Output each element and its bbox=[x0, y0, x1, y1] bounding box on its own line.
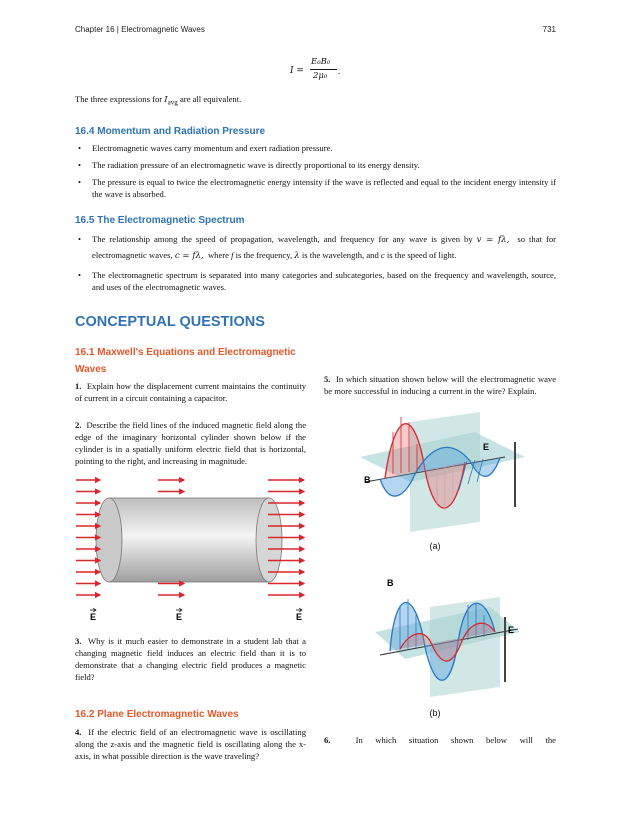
question-6-start: 6. In which situation shown below will the bbox=[324, 735, 557, 745]
list-item: • The radiation pressure of an electromagnetic wave is directly proportional to its energy density. bbox=[75, 159, 556, 171]
figure-caption-a: (a) bbox=[429, 541, 441, 551]
e-field-label: E bbox=[296, 612, 303, 622]
section-16-4-list bbox=[75, 142, 556, 205]
b-field-label: B bbox=[387, 578, 394, 588]
e-field-label: E bbox=[176, 612, 183, 622]
cylinder-field-figure bbox=[72, 470, 312, 625]
section-16-5-list bbox=[75, 232, 556, 298]
intensity-symbol: I bbox=[164, 95, 168, 105]
list-item: • The electromagnetic spectrum is separated into many categories and subcategories, based on the frequency and wavelength, source, and uses of the electromagnetic waves. bbox=[75, 269, 556, 293]
wave-figure-b bbox=[370, 577, 530, 702]
page-number: 731 bbox=[542, 25, 556, 34]
question-2: 2. Describe the field lines of the induced magnetic field along the edge of the imaginary horizontal cylinder shown below if the cylinder is in a spatially uniform electric field that is horizontal, pointing to the right, and increasing in magnitude. bbox=[75, 420, 307, 466]
conceptual-questions-title: CONCEPTUAL QUESTIONS bbox=[75, 314, 265, 330]
question-5: 5. In which situation shown below will the electromagnetic wave be more successful in inducing a current in the wire? Explain. bbox=[324, 374, 557, 396]
question-1: 1. Explain how the displacement current maintains the continuity of current in a circuit containing a capacitor. bbox=[75, 381, 306, 403]
formula-lhs: I = bbox=[290, 66, 304, 76]
question-3: 3. Why is it much easier to demonstrate in a student lab that a changing magnetic field induces an electric field than it is to demonstrate that a changing electric field produces a magnetic field? bbox=[75, 636, 306, 682]
section-16-5-title: 16.5 The Electromagnetic Spectrum bbox=[75, 215, 245, 226]
list-item: • Electromagnetic waves carry momentum and exert radiation pressure. bbox=[75, 142, 556, 154]
fraction-bar bbox=[310, 69, 337, 70]
cylinder bbox=[96, 498, 282, 582]
formula-numerator: E₀B₀ bbox=[311, 57, 331, 67]
intensity-formula bbox=[290, 58, 370, 86]
list-item: • The pressure is equal to twice the electromagnetic energy intensity if the wave is reflected and equal to the incident energy intensity if the wave is absorbed. bbox=[75, 176, 556, 200]
formula-tail: . bbox=[338, 66, 341, 76]
figure-caption-b: (b) bbox=[429, 708, 441, 718]
subsection-16-1-title: 16.1 Maxwell's Equations and Electromagnetic Waves bbox=[75, 347, 296, 375]
wave-figure-a bbox=[355, 412, 530, 537]
subsection-16-2-title: 16.2 Plane Electromagnetic Waves bbox=[75, 709, 239, 720]
b-field-label: B bbox=[364, 475, 371, 485]
formula-denominator: 2μ₀ bbox=[313, 71, 328, 81]
intro-line: The three expressions for $I_{avg}$ are all equivalent. bbox=[75, 94, 242, 107]
section-16-4-title: 16.4 Momentum and Radiation Pressure bbox=[75, 126, 266, 137]
e-field-label: E bbox=[483, 442, 490, 452]
chapter-header: Chapter 16 | Electromagnetic Waves bbox=[75, 25, 205, 34]
question-4-start: 4. If the electric field of an electromagnetic wave is oscillating along the z-axis and the magnetic field is oscillating along the x-axis, in what possible direction is the wave traveling? bbox=[75, 727, 307, 761]
e-field-label: E bbox=[90, 612, 97, 622]
e-field-label: E bbox=[508, 625, 515, 635]
list-item: • The relationship among the speed of propagation, wavelength, and frequency for any wave is given by v = fλ, so that for electromagnetic waves, c = fλ, where f is the frequency, λ is the wavelength, and c is the speed of light. bbox=[75, 232, 556, 264]
